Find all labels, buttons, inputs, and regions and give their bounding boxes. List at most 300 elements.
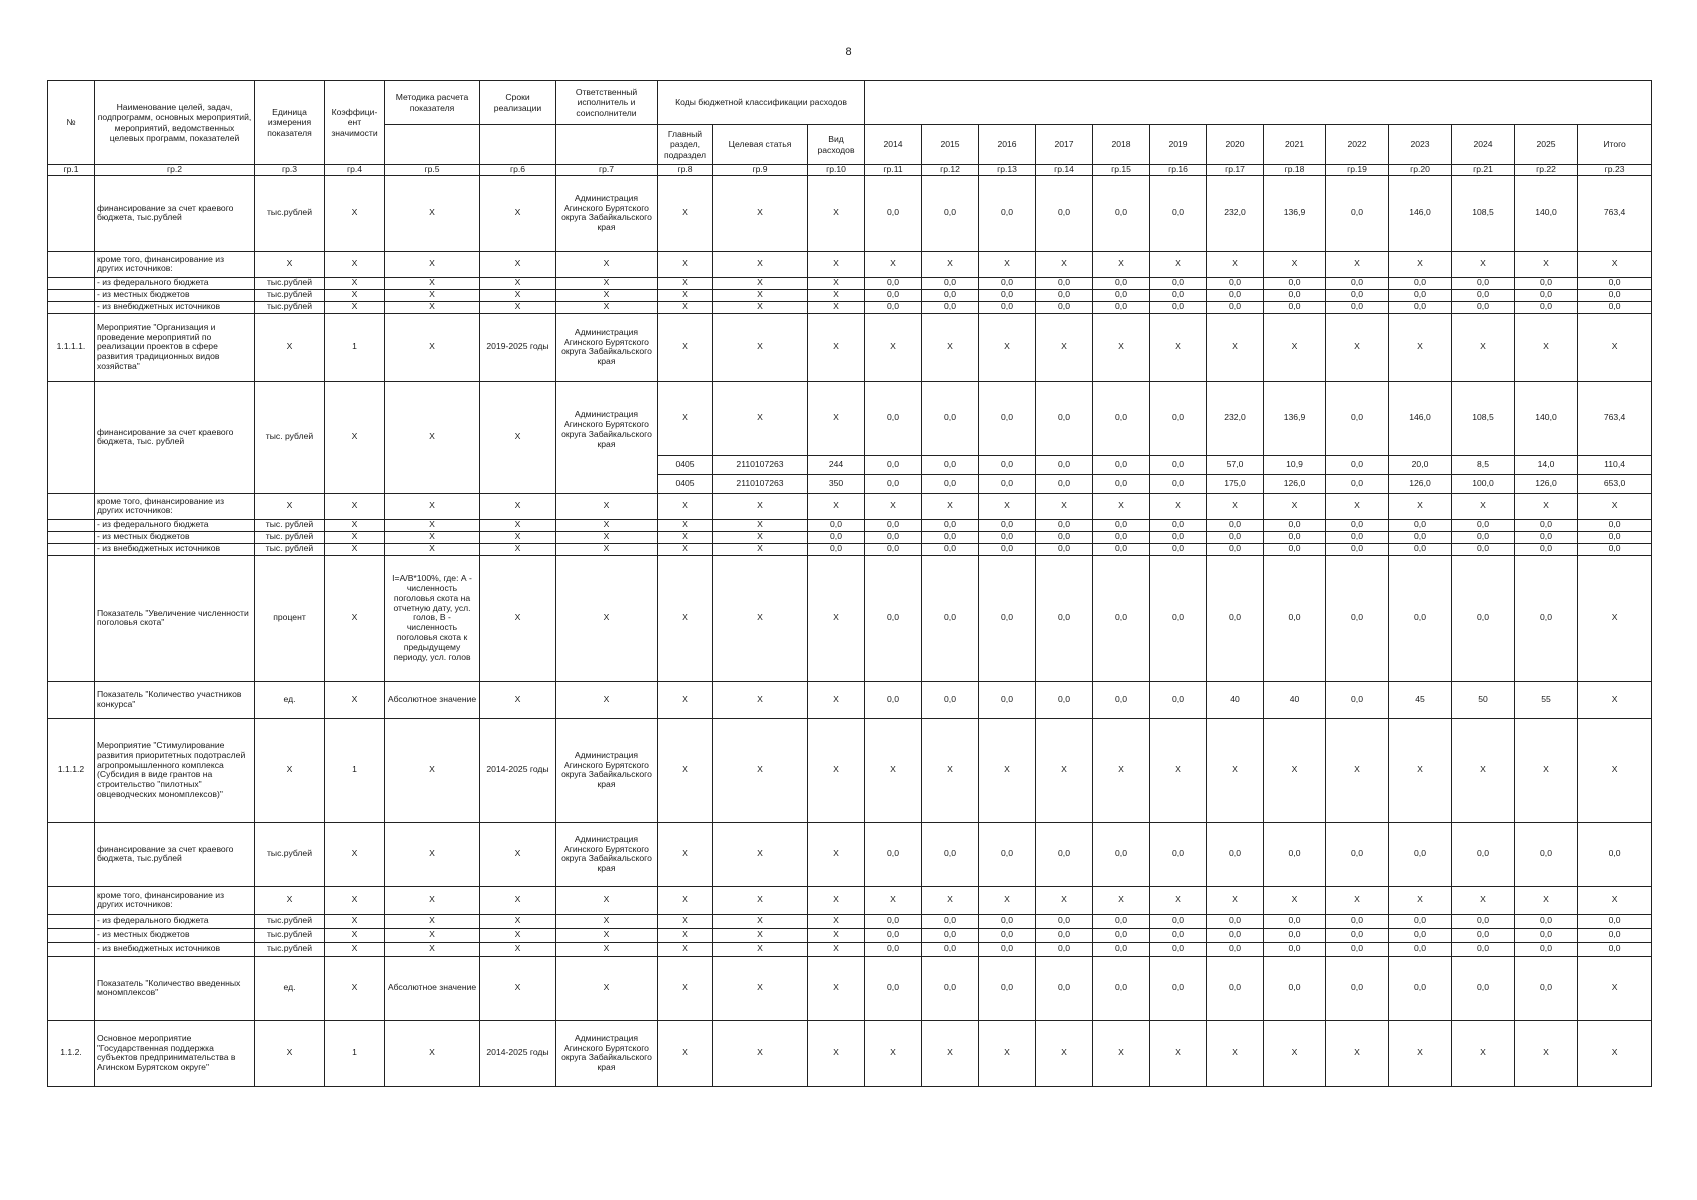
row-cell: процент xyxy=(255,555,325,681)
row-cell: Администрация Агинского Бурятского округа Забайкальского края xyxy=(556,822,658,886)
row-cell: Абсолютное значение xyxy=(385,681,480,718)
row-cell: X xyxy=(1389,251,1452,277)
row-cell: Администрация Агинского Бурятского округа Забайкальского края xyxy=(556,718,658,822)
row-cell: 1 xyxy=(325,718,385,822)
row-cell: 0,0 xyxy=(979,822,1036,886)
row-cell: 0,0 xyxy=(1326,555,1389,681)
row-cell: X xyxy=(658,313,713,381)
header-main-section: Главный раздел, подраздел xyxy=(658,125,713,165)
row-cell: 10,9 xyxy=(1264,455,1326,474)
row-cell: X xyxy=(255,251,325,277)
header-year-2025: 2025 xyxy=(1515,125,1578,165)
row-cell: тыс.рублей xyxy=(255,301,325,313)
row-cell: тыс.рублей xyxy=(255,914,325,928)
row-cell: 0,0 xyxy=(979,474,1036,493)
row-cell: X xyxy=(808,555,865,681)
row-cell: 0,0 xyxy=(1036,474,1093,493)
row-cell: 0,0 xyxy=(1452,531,1515,543)
budget-program-table xyxy=(47,80,1652,1087)
row-cell: X xyxy=(979,718,1036,822)
row-number xyxy=(48,381,95,493)
row-cell: 2014-2025 годы xyxy=(480,718,556,822)
row-cell: 0,0 xyxy=(865,681,922,718)
row-cell: 0,0 xyxy=(1452,301,1515,313)
table-row xyxy=(48,493,1652,519)
row-cell: X xyxy=(480,543,556,555)
row-cell: X xyxy=(325,175,385,251)
row-cell: X xyxy=(1264,1020,1326,1086)
row-cell: X xyxy=(480,277,556,289)
row-cell: 40 xyxy=(1264,681,1326,718)
row-cell: X xyxy=(1326,313,1389,381)
header-year-2022: 2022 xyxy=(1326,125,1389,165)
row-cell: 0,0 xyxy=(979,942,1036,956)
row-cell: 0,0 xyxy=(1389,914,1452,928)
row-cell: 0,0 xyxy=(1515,543,1578,555)
row-cell: X xyxy=(713,928,808,942)
row-cell: X xyxy=(480,681,556,718)
row-cell: X xyxy=(713,289,808,301)
row-description: кроме того, финансирование из других источников: xyxy=(95,493,255,519)
row-cell: X xyxy=(1578,886,1652,914)
row-cell: 0,0 xyxy=(1150,942,1207,956)
row-number xyxy=(48,301,95,313)
row-cell: X xyxy=(385,251,480,277)
group-label: гр.1 xyxy=(48,165,95,176)
row-cell: тыс.рублей xyxy=(255,175,325,251)
row-cell: тыс.рублей xyxy=(255,289,325,301)
row-cell: тыс. рублей xyxy=(255,543,325,555)
row-cell: X xyxy=(385,942,480,956)
row-cell: 55 xyxy=(1515,681,1578,718)
row-cell: 0,0 xyxy=(979,531,1036,543)
row-cell: 0,0 xyxy=(1264,914,1326,928)
row-cell: 0,0 xyxy=(1207,519,1264,531)
row-number: 1.1.1.2 xyxy=(48,718,95,822)
row-cell: 0,0 xyxy=(865,175,922,251)
row-cell: X xyxy=(1093,886,1150,914)
row-cell: X xyxy=(556,493,658,519)
row-description: - из местных бюджетов xyxy=(95,928,255,942)
merged-resp: Администрация Агинского Бурятского округа Забайкальского края xyxy=(556,381,658,493)
table-row xyxy=(48,718,1652,822)
row-cell: X xyxy=(255,1020,325,1086)
row-cell: X xyxy=(865,493,922,519)
row-description: Мероприятие "Организация и проведение мероприятий по реализации проектов в сфере развития традиционных видов хозяйства" xyxy=(95,313,255,381)
row-cell: X xyxy=(385,928,480,942)
row-cell: 0,0 xyxy=(922,519,979,531)
row-cell: 0,0 xyxy=(1036,956,1093,1020)
row-cell: X xyxy=(556,555,658,681)
row-cell: X xyxy=(480,822,556,886)
header-year-2015: 2015 xyxy=(922,125,979,165)
header-resp-blank xyxy=(556,125,658,165)
row-cell: 0,0 xyxy=(1150,519,1207,531)
table-row xyxy=(48,313,1652,381)
row-cell: 0,0 xyxy=(1150,301,1207,313)
row-cell: X xyxy=(658,381,713,455)
row-cell: X xyxy=(1515,886,1578,914)
row-cell: X xyxy=(658,289,713,301)
row-cell: 108,5 xyxy=(1452,381,1515,455)
group-label: гр.14 xyxy=(1036,165,1093,176)
row-cell: X xyxy=(1036,493,1093,519)
row-cell: X xyxy=(808,681,865,718)
row-cell: X xyxy=(325,822,385,886)
row-cell: X xyxy=(658,718,713,822)
header-year-2016: 2016 xyxy=(979,125,1036,165)
row-cell: X xyxy=(480,251,556,277)
row-cell: X xyxy=(556,928,658,942)
row-cell: 0,0 xyxy=(1036,277,1093,289)
row-cell: 0,0 xyxy=(1578,543,1652,555)
row-cell: 0,0 xyxy=(1389,543,1452,555)
row-cell: X xyxy=(658,175,713,251)
row-cell: 0,0 xyxy=(1207,822,1264,886)
row-cell: X xyxy=(1207,718,1264,822)
row-cell: 0,0 xyxy=(979,555,1036,681)
row-cell: 0,0 xyxy=(1515,531,1578,543)
row-cell: 0,0 xyxy=(1515,822,1578,886)
header-budget-codes: Коды бюджетной классификации расходов xyxy=(658,81,865,125)
row-cell: 0,0 xyxy=(1452,928,1515,942)
row-cell: 0,0 xyxy=(1036,928,1093,942)
row-cell: 0,0 xyxy=(1326,681,1389,718)
row-cell: 0,0 xyxy=(922,928,979,942)
row-cell: X xyxy=(325,493,385,519)
row-cell: 140,0 xyxy=(1515,175,1578,251)
row-cell: 763,4 xyxy=(1578,381,1652,455)
row-cell: 0,0 xyxy=(1389,928,1452,942)
row-cell: 0,0 xyxy=(1036,455,1093,474)
row-cell: 1 xyxy=(325,1020,385,1086)
row-cell: 0,0 xyxy=(1207,956,1264,1020)
row-cell: X xyxy=(658,1020,713,1086)
header-num: № xyxy=(48,81,95,165)
row-cell: X xyxy=(713,519,808,531)
row-cell: 0,0 xyxy=(1389,289,1452,301)
row-cell: 8,5 xyxy=(1452,455,1515,474)
row-cell: X xyxy=(922,313,979,381)
row-cell: 0,0 xyxy=(1326,455,1389,474)
row-cell: 0,0 xyxy=(1326,956,1389,1020)
row-cell: 0,0 xyxy=(922,175,979,251)
row-cell: X xyxy=(808,277,865,289)
group-label: гр.18 xyxy=(1264,165,1326,176)
row-cell: 0,0 xyxy=(808,519,865,531)
group-label: гр.15 xyxy=(1093,165,1150,176)
row-cell: X xyxy=(713,1020,808,1086)
row-cell: X xyxy=(385,289,480,301)
row-cell: 0,0 xyxy=(865,543,922,555)
row-cell: X xyxy=(808,301,865,313)
row-cell: 0,0 xyxy=(865,381,922,455)
row-cell: 0,0 xyxy=(1452,519,1515,531)
row-cell: тыс.рублей xyxy=(255,942,325,956)
row-cell: X xyxy=(1093,718,1150,822)
row-description: - из внебюджетных источников xyxy=(95,543,255,555)
row-number: 1.1.2. xyxy=(48,1020,95,1086)
row-cell: 0,0 xyxy=(1326,822,1389,886)
row-cell: 0,0 xyxy=(1036,914,1093,928)
row-cell: 0,0 xyxy=(922,277,979,289)
row-cell: X xyxy=(808,718,865,822)
row-cell: 0,0 xyxy=(979,681,1036,718)
row-cell: 0,0 xyxy=(1093,914,1150,928)
row-cell: X xyxy=(1036,718,1093,822)
row-cell: 0,0 xyxy=(865,928,922,942)
row-cell: X xyxy=(865,1020,922,1086)
row-cell: 20,0 xyxy=(1389,455,1452,474)
row-cell: 0,0 xyxy=(979,956,1036,1020)
row-cell: 0,0 xyxy=(979,289,1036,301)
row-cell: X xyxy=(713,956,808,1020)
row-cell: 0,0 xyxy=(922,474,979,493)
row-cell: 0,0 xyxy=(922,381,979,455)
row-description: Мероприятие "Стимулирование развития приоритетных подотраслей агропромышленного комплекса (Субсидия в виде грантов на строительство "пилотных" овцеводческих мономплексов)" xyxy=(95,718,255,822)
row-cell: X xyxy=(1515,718,1578,822)
row-cell: 0,0 xyxy=(1093,555,1150,681)
row-description: Показатель "Увеличение численности поголовья скота" xyxy=(95,555,255,681)
row-cell: X xyxy=(480,175,556,251)
row-cell: 0,0 xyxy=(865,277,922,289)
row-cell: I=A/B*100%, где: А - численность поголовья скота на отчетную дату, усл. голов, В - численность поголовья скота к предыдущему периоду, усл. голов xyxy=(385,555,480,681)
row-cell: 0,0 xyxy=(1326,474,1389,493)
row-cell: X xyxy=(556,301,658,313)
group-label: гр.11 xyxy=(865,165,922,176)
row-cell: X xyxy=(556,531,658,543)
row-cell: X xyxy=(556,277,658,289)
row-cell: X xyxy=(1578,956,1652,1020)
row-number xyxy=(48,175,95,251)
row-cell: X xyxy=(1150,1020,1207,1086)
row-cell: 0,0 xyxy=(865,474,922,493)
row-cell: 653,0 xyxy=(1578,474,1652,493)
row-cell: 146,0 xyxy=(1389,381,1452,455)
row-cell: X xyxy=(1389,1020,1452,1086)
row-cell: 244 xyxy=(808,455,865,474)
row-number xyxy=(48,956,95,1020)
header-responsible: Ответственный исполнитель и соисполнители xyxy=(556,81,658,125)
row-description: Основное мероприятие "Государственная поддержка субъектов предпринимательства в Агинском Бурятском округе" xyxy=(95,1020,255,1086)
row-cell: 0,0 xyxy=(1264,277,1326,289)
row-cell: 2019-2025 годы xyxy=(480,313,556,381)
row-cell: 0,0 xyxy=(1515,301,1578,313)
row-cell: X xyxy=(1207,313,1264,381)
row-cell: 0,0 xyxy=(1389,942,1452,956)
row-cell: X xyxy=(1036,313,1093,381)
row-cell: X xyxy=(713,822,808,886)
row-cell: X xyxy=(480,519,556,531)
group-label: гр.16 xyxy=(1150,165,1207,176)
row-cell: X xyxy=(658,822,713,886)
row-cell: X xyxy=(1578,718,1652,822)
row-description: Показатель "Количество участников конкурса" xyxy=(95,681,255,718)
header-period: Сроки реализации xyxy=(480,81,556,125)
row-cell: 0,0 xyxy=(1326,519,1389,531)
group-label: гр.8 xyxy=(658,165,713,176)
row-cell: X xyxy=(325,289,385,301)
row-cell: 0,0 xyxy=(1093,543,1150,555)
row-cell: 0,0 xyxy=(1093,822,1150,886)
row-cell: X xyxy=(1093,1020,1150,1086)
row-cell: 0,0 xyxy=(1207,914,1264,928)
row-cell: X xyxy=(385,493,480,519)
group-label: гр.5 xyxy=(385,165,480,176)
row-cell: 0,0 xyxy=(1264,942,1326,956)
row-cell: X xyxy=(480,914,556,928)
row-cell: 0,0 xyxy=(1150,175,1207,251)
row-description: - из внебюджетных источников xyxy=(95,301,255,313)
row-cell: X xyxy=(808,942,865,956)
row-cell: X xyxy=(325,251,385,277)
row-cell: 110,4 xyxy=(1578,455,1652,474)
row-cell: 126,0 xyxy=(1264,474,1326,493)
row-cell: 0,0 xyxy=(865,956,922,1020)
header-year-2020: 2020 xyxy=(1207,125,1264,165)
row-cell: 0,0 xyxy=(1036,531,1093,543)
row-cell: 0,0 xyxy=(979,277,1036,289)
row-cell: X xyxy=(1326,718,1389,822)
header-method-blank xyxy=(385,125,480,165)
row-cell: 0,0 xyxy=(865,914,922,928)
row-cell: 0,0 xyxy=(922,301,979,313)
table-row xyxy=(48,381,1652,455)
row-cell: X xyxy=(1150,251,1207,277)
row-cell: X xyxy=(480,493,556,519)
header-unit: Единица измерения показателя xyxy=(255,81,325,165)
row-cell: 0,0 xyxy=(1036,519,1093,531)
row-cell: X xyxy=(658,301,713,313)
row-cell: X xyxy=(713,942,808,956)
row-cell: X xyxy=(658,277,713,289)
header-method: Методика расчета показателя xyxy=(385,81,480,125)
row-cell: X xyxy=(1150,493,1207,519)
row-cell: X xyxy=(255,718,325,822)
group-label-row xyxy=(48,165,1652,176)
row-cell: X xyxy=(1326,886,1389,914)
row-cell: X xyxy=(658,956,713,1020)
row-cell: X xyxy=(1389,718,1452,822)
row-cell: X xyxy=(385,519,480,531)
row-cell: X xyxy=(1578,555,1652,681)
row-cell: X xyxy=(865,718,922,822)
row-cell: X xyxy=(713,718,808,822)
row-cell: X xyxy=(713,681,808,718)
row-cell: X xyxy=(808,914,865,928)
row-cell: 0,0 xyxy=(1452,956,1515,1020)
row-cell: X xyxy=(1578,313,1652,381)
row-cell: X xyxy=(1207,493,1264,519)
row-cell: 0,0 xyxy=(1515,942,1578,956)
row-cell: тыс. рублей xyxy=(255,531,325,543)
row-cell: X xyxy=(658,942,713,956)
row-cell: 0,0 xyxy=(1036,555,1093,681)
table-row xyxy=(48,914,1652,928)
row-description: финансирование за счет краевого бюджета, тыс.рублей xyxy=(95,822,255,886)
row-cell: 0,0 xyxy=(1326,289,1389,301)
row-cell: 0,0 xyxy=(1515,956,1578,1020)
table-row xyxy=(48,1020,1652,1086)
row-cell: 0,0 xyxy=(1515,928,1578,942)
row-cell: 0,0 xyxy=(865,289,922,301)
header-year-2017: 2017 xyxy=(1036,125,1093,165)
row-cell: 0,0 xyxy=(1036,681,1093,718)
row-cell: 0,0 xyxy=(1264,543,1326,555)
row-number xyxy=(48,519,95,531)
row-cell: X xyxy=(1150,313,1207,381)
row-cell: 0,0 xyxy=(922,555,979,681)
row-cell: 0,0 xyxy=(1389,519,1452,531)
header-expense-type: Вид расходов xyxy=(808,125,865,165)
row-cell: 0,0 xyxy=(1452,822,1515,886)
row-cell: 0,0 xyxy=(1093,455,1150,474)
row-cell: X xyxy=(1150,886,1207,914)
table-row xyxy=(48,251,1652,277)
row-cell: 0,0 xyxy=(922,956,979,1020)
row-cell: X xyxy=(556,289,658,301)
row-cell: 1 xyxy=(325,313,385,381)
row-cell: X xyxy=(865,313,922,381)
row-cell: X xyxy=(385,301,480,313)
merged-period: X xyxy=(480,381,556,493)
row-cell: 0,0 xyxy=(1150,681,1207,718)
row-cell: X xyxy=(865,886,922,914)
row-cell: X xyxy=(658,555,713,681)
row-cell: X xyxy=(713,313,808,381)
row-cell: 0,0 xyxy=(808,531,865,543)
row-cell: X xyxy=(1515,313,1578,381)
row-cell: 0,0 xyxy=(1389,822,1452,886)
merged-method: X xyxy=(385,381,480,493)
row-cell: X xyxy=(1578,1020,1652,1086)
row-number xyxy=(48,543,95,555)
row-cell: X xyxy=(556,251,658,277)
row-cell: 0,0 xyxy=(1326,301,1389,313)
row-cell: X xyxy=(658,543,713,555)
row-cell: X xyxy=(556,519,658,531)
row-cell: X xyxy=(385,914,480,928)
row-cell: 0,0 xyxy=(1326,914,1389,928)
row-cell: X xyxy=(658,914,713,928)
row-cell: X xyxy=(255,313,325,381)
row-cell: X xyxy=(808,822,865,886)
row-description: - из местных бюджетов xyxy=(95,531,255,543)
row-cell: 0,0 xyxy=(1150,277,1207,289)
header-period-blank xyxy=(480,125,556,165)
row-cell: X xyxy=(480,555,556,681)
row-cell: 0,0 xyxy=(1036,301,1093,313)
header-total: Итого xyxy=(1578,125,1652,165)
row-cell: X xyxy=(1264,251,1326,277)
row-cell: 0,0 xyxy=(1578,289,1652,301)
row-cell: 232,0 xyxy=(1207,381,1264,455)
row-description: Показатель "Количество введенных мономплексов" xyxy=(95,956,255,1020)
row-cell: X xyxy=(713,251,808,277)
row-cell: 136,9 xyxy=(1264,381,1326,455)
table-row xyxy=(48,555,1652,681)
row-cell: X xyxy=(480,928,556,942)
row-cell: тыс.рублей xyxy=(255,822,325,886)
row-cell: X xyxy=(658,886,713,914)
row-number xyxy=(48,886,95,914)
merged-coef: X xyxy=(325,381,385,493)
row-cell: X xyxy=(979,886,1036,914)
row-cell: 0,0 xyxy=(1093,681,1150,718)
row-cell: X xyxy=(713,175,808,251)
row-cell: 0,0 xyxy=(865,555,922,681)
row-cell: X xyxy=(1036,886,1093,914)
